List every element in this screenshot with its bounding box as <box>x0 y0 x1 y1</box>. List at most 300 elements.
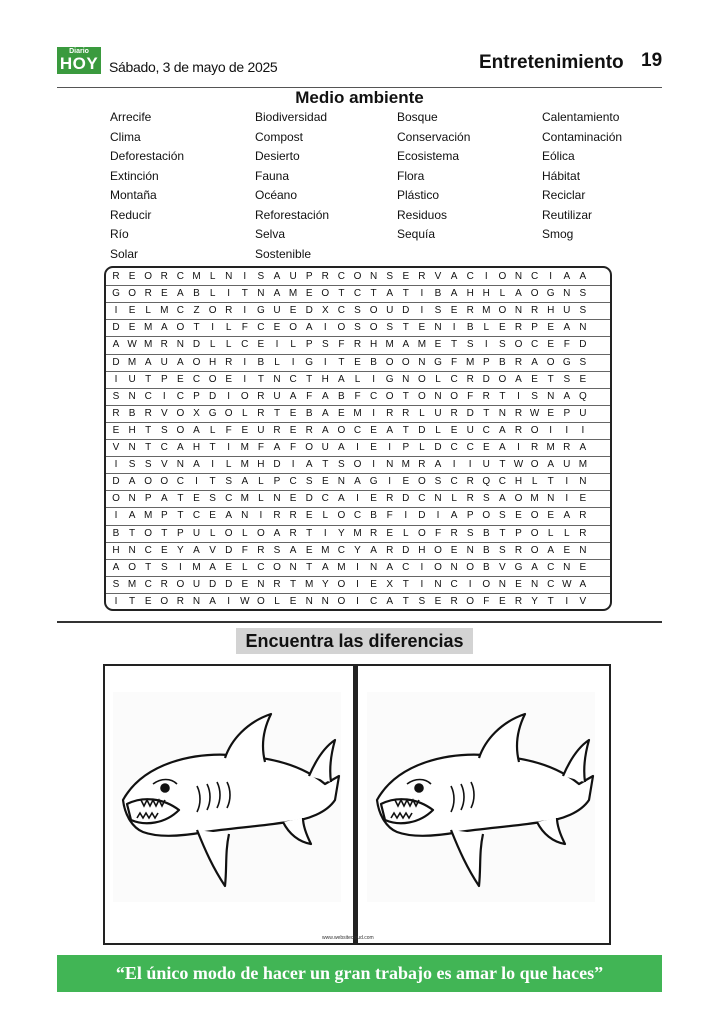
grid-letter: A <box>193 424 200 436</box>
grid-letter: O <box>369 305 378 317</box>
grid-letter: E <box>273 322 281 334</box>
grid-letter: I <box>372 407 375 419</box>
grid-letter: T <box>129 527 136 539</box>
word-item: Deforestación <box>110 149 185 163</box>
grid-letter: O <box>530 459 539 471</box>
grid-letter: H <box>321 373 329 385</box>
grid-letter: T <box>402 578 409 590</box>
grid-letter: I <box>565 595 569 607</box>
grid-letter: O <box>321 288 330 300</box>
grid-letter: I <box>549 424 553 436</box>
grid-letter: T <box>145 424 152 436</box>
grid-row-line <box>106 285 610 286</box>
grid-letter: E <box>450 305 458 317</box>
grid-letter: I <box>243 356 247 368</box>
grid-letter: E <box>241 424 249 436</box>
grid-letter: I <box>227 595 231 607</box>
grid-letter: E <box>515 510 522 522</box>
grid-letter: G <box>546 288 555 300</box>
grid-letter: A <box>547 459 555 471</box>
grid-letter: T <box>129 595 136 607</box>
grid-letter: E <box>338 407 345 419</box>
grid-letter: P <box>160 373 168 385</box>
grid-letter: T <box>177 493 184 505</box>
grid-letter: U <box>563 305 571 317</box>
grid-letter: R <box>450 527 458 539</box>
grid-letter: U <box>128 373 136 385</box>
grid-letter: N <box>369 561 378 573</box>
grid-letter: T <box>322 459 329 471</box>
grid-letter: N <box>579 476 587 488</box>
grid-letter: I <box>195 476 198 488</box>
grid-row-line <box>106 576 610 577</box>
grid-letter: E <box>579 373 587 385</box>
grid-letter: I <box>114 459 118 471</box>
grid-letter: B <box>257 356 265 368</box>
grid-letter: T <box>177 510 184 522</box>
grid-letter: C <box>337 271 345 282</box>
grid-letter: R <box>176 595 184 607</box>
grid-letter: G <box>305 356 314 368</box>
grid-letter: S <box>305 476 313 488</box>
grid-letter: I <box>323 527 327 539</box>
grid-letter: T <box>209 442 216 453</box>
grid-letter: C <box>176 476 184 488</box>
grid-letter: R <box>514 322 523 334</box>
grid-letter: A <box>579 442 587 453</box>
grid-letter: F <box>225 424 232 436</box>
grid-letter: N <box>128 493 136 505</box>
grid-letter: R <box>257 407 265 419</box>
grid-letter: T <box>306 527 313 539</box>
grid-letter: H <box>208 356 217 368</box>
word-item: Ecosistema <box>397 149 460 163</box>
grid-letter: B <box>128 407 136 419</box>
grid-letter: A <box>515 288 522 300</box>
grid-letter: F <box>467 390 474 402</box>
word-item: Flora <box>397 168 425 183</box>
grid-letter: T <box>402 322 409 334</box>
grid-letter: I <box>452 459 456 471</box>
grid-letter: U <box>466 424 474 436</box>
grid-letter: M <box>321 544 330 556</box>
grid-letter: R <box>530 442 539 453</box>
grid-letter: I <box>323 322 327 334</box>
grid-letter: E <box>289 595 297 607</box>
grid-letter: A <box>386 595 394 607</box>
grid-letter: B <box>482 561 490 573</box>
grid-letter: S <box>579 305 587 317</box>
grid-letter: I <box>420 561 424 573</box>
grid-letter: N <box>273 373 281 385</box>
grid-letter: A <box>305 459 313 471</box>
newspaper-logo <box>57 47 101 74</box>
grid-letter: O <box>546 356 555 368</box>
grid-letter: R <box>273 424 281 436</box>
grid-letter: D <box>482 373 490 385</box>
grid-letter: E <box>305 288 313 300</box>
grid-letter: N <box>128 442 136 453</box>
grid-letter: W <box>529 407 540 419</box>
grid-letter: O <box>176 407 185 419</box>
grid-letter: E <box>160 544 168 556</box>
grid-letter: L <box>274 595 280 607</box>
grid-letter: U <box>482 459 490 471</box>
grid-letter: N <box>128 544 136 556</box>
grid-letter: L <box>274 356 280 368</box>
grid-letter: E <box>370 578 377 590</box>
grid-letter: S <box>112 578 120 590</box>
grid-letter: A <box>450 510 458 522</box>
grid-letter: N <box>498 407 506 419</box>
grid-letter: N <box>128 390 136 402</box>
grid-letter: T <box>402 595 409 607</box>
grid-letter: A <box>128 510 136 522</box>
grid-letter: H <box>257 459 265 471</box>
quote-banner: “El único modo de hacer un gran trabajo es amar lo que haces” <box>57 955 662 992</box>
grid-letter: F <box>241 322 248 334</box>
grid-letter: R <box>466 305 474 317</box>
grid-letter: C <box>192 373 201 385</box>
word-item: Clima <box>110 129 141 144</box>
grid-letter: C <box>369 595 378 607</box>
grid-letter: R <box>112 271 120 282</box>
grid-letter: A <box>289 390 297 402</box>
grid-letter: A <box>450 271 458 282</box>
grid-letter: M <box>144 339 153 351</box>
grid-letter: E <box>579 561 587 573</box>
grid-letter: M <box>353 407 362 419</box>
grid-letter: L <box>290 339 296 351</box>
grid-letter: E <box>112 424 120 436</box>
grid-letter: O <box>144 271 153 282</box>
grid-letter: R <box>466 373 474 385</box>
grid-letter: E <box>193 493 200 505</box>
grid-letter: B <box>466 322 474 334</box>
grid-letter: M <box>192 561 201 573</box>
word-item: Sequía <box>397 227 436 241</box>
grid-letter: B <box>482 527 490 539</box>
grid-letter: M <box>353 527 362 539</box>
grid-letter: C <box>144 390 152 402</box>
grid-letter: I <box>468 578 472 590</box>
grid-letter: C <box>450 578 458 590</box>
word-item: Reducir <box>110 207 152 222</box>
grid-letter: M <box>160 305 169 317</box>
word-list <box>110 110 650 268</box>
grid-letter: P <box>144 493 152 505</box>
grid-letter: L <box>145 305 151 317</box>
grid-letter: R <box>466 493 474 505</box>
grid-letter: E <box>128 271 136 282</box>
grid-letter: M <box>305 578 314 590</box>
grid-letter: S <box>273 544 281 556</box>
grid-letter: L <box>258 493 264 505</box>
grid-letter: E <box>321 476 329 488</box>
shark-illustration-right <box>367 692 595 902</box>
grid-letter: T <box>306 561 313 573</box>
grid-letter: T <box>161 527 168 539</box>
grid-letter: P <box>177 527 184 539</box>
grid-letter: S <box>434 476 442 488</box>
word-search-title: Medio ambiente <box>295 88 424 107</box>
grid-letter: E <box>225 373 233 385</box>
grid-letter: E <box>305 544 313 556</box>
grid-letter: R <box>579 527 587 539</box>
grid-letter: R <box>353 339 362 351</box>
grid-letter: I <box>388 442 392 453</box>
grid-letter: E <box>547 510 555 522</box>
grid-letter: L <box>499 288 506 300</box>
grid-letter: T <box>241 288 248 300</box>
grid-letter: O <box>434 561 442 573</box>
grid-letter: L <box>242 561 248 573</box>
grid-letter: A <box>128 476 136 488</box>
differences-divider <box>353 664 358 945</box>
grid-letter: N <box>241 510 249 522</box>
grid-letter: A <box>579 578 587 590</box>
grid-letter: L <box>225 459 232 471</box>
grid-letter: S <box>160 424 168 436</box>
grid-letter: M <box>144 510 153 522</box>
grid-letter: A <box>563 510 571 522</box>
grid-letter: D <box>418 424 426 436</box>
grid-letter: I <box>211 322 214 334</box>
grid-letter: U <box>160 356 168 368</box>
grid-letter: D <box>208 390 217 402</box>
grid-letter: L <box>419 407 425 419</box>
grid-letter: Q <box>482 476 491 488</box>
grid-letter: N <box>337 476 345 488</box>
grid-letter: I <box>243 271 247 282</box>
grid-letter: I <box>388 476 392 488</box>
grid-letter: B <box>434 288 442 300</box>
grid-letter: C <box>337 305 345 317</box>
grid-letter: L <box>242 527 248 539</box>
grid-letter: I <box>420 305 424 317</box>
grid-letter: C <box>369 390 378 402</box>
grid-letter: O <box>337 510 346 522</box>
grid-letter: E <box>354 356 361 368</box>
grid-letter: O <box>369 322 378 334</box>
grid-letter: T <box>451 339 458 351</box>
grid-letter: A <box>305 322 313 334</box>
grid-letter: A <box>160 493 168 505</box>
grid-row-line <box>106 593 610 594</box>
grid-letter: M <box>482 305 491 317</box>
grid-letter: L <box>564 527 570 539</box>
grid-letter: F <box>306 390 313 402</box>
grid-letter: L <box>225 322 232 334</box>
grid-letter: P <box>531 322 538 334</box>
grid-letter: P <box>402 442 410 453</box>
grid-letter: N <box>176 459 184 471</box>
grid-letter: R <box>579 510 587 522</box>
grid-letter: F <box>483 595 490 607</box>
grid-letter: R <box>321 271 329 282</box>
grid-letter: S <box>386 271 394 282</box>
grid-letter: C <box>337 544 345 556</box>
grid-letter: H <box>482 288 490 300</box>
grid-letter: O <box>224 407 233 419</box>
grid-row-line <box>106 371 610 372</box>
left-image-panel <box>113 692 341 902</box>
grid-letter: R <box>530 305 539 317</box>
grid-letter: L <box>451 493 457 505</box>
grid-letter: A <box>177 288 184 300</box>
grid-letter: O <box>530 544 539 556</box>
grid-letter: B <box>112 527 120 539</box>
grid-letter: N <box>514 271 523 282</box>
grid-letter: I <box>227 442 231 453</box>
grid-letter: S <box>499 544 506 556</box>
grid-letter: W <box>562 578 572 590</box>
grid-letter: S <box>144 459 152 471</box>
word-item: Montaña <box>110 188 157 202</box>
grid-letter: A <box>209 561 216 573</box>
grid-letter: N <box>418 356 426 368</box>
differences-title: Encuentra las diferencias <box>236 628 473 654</box>
grid-letter: E <box>579 493 587 505</box>
grid-letter: P <box>193 390 200 402</box>
grid-letter: N <box>514 305 523 317</box>
grid-letter: R <box>160 339 168 351</box>
grid-letter: L <box>258 476 264 488</box>
grid-letter: B <box>370 356 377 368</box>
grid-letter: H <box>514 476 523 488</box>
grid-letter: M <box>401 459 410 471</box>
grid-letter: O <box>257 527 265 539</box>
grid-letter: S <box>499 510 506 522</box>
grid-letter: B <box>305 407 313 419</box>
grid-letter: M <box>192 271 201 282</box>
grid-letter: N <box>579 544 587 556</box>
grid-letter: T <box>547 595 554 607</box>
grid-letter: S <box>209 493 216 505</box>
word-item: Eólica <box>542 149 575 163</box>
grid-letter: S <box>466 527 474 539</box>
grid-letter: S <box>482 493 490 505</box>
grid-letter: N <box>192 595 201 607</box>
grid-letter: G <box>514 561 523 573</box>
grid-letter: O <box>482 578 491 590</box>
grid-letter: E <box>370 493 377 505</box>
grid-letter: C <box>450 476 458 488</box>
grid-letter: A <box>321 407 329 419</box>
grid-letter: E <box>128 322 136 334</box>
grid-letter: C <box>192 510 201 522</box>
grid-letter: N <box>369 271 378 282</box>
grid-letter: R <box>144 407 152 419</box>
grid-letter: M <box>127 578 137 590</box>
grid-letter: I <box>517 390 520 402</box>
grid-letter: N <box>579 322 587 334</box>
grid-letter: Y <box>338 527 345 539</box>
grid-letter: T <box>370 288 377 300</box>
grid-letter: A <box>338 442 345 453</box>
grid-letter: R <box>289 527 297 539</box>
grid-letter: D <box>402 305 410 317</box>
grid-letter: P <box>305 271 313 282</box>
grid-letter: I <box>356 493 359 505</box>
grid-letter: O <box>128 561 136 573</box>
grid-letter: C <box>257 561 265 573</box>
grid-letter: M <box>530 493 539 505</box>
grid-letter: E <box>499 322 506 334</box>
grid-letter: O <box>450 390 458 402</box>
grid-letter: E <box>434 595 442 607</box>
right-image-panel <box>367 692 595 902</box>
grid-letter: A <box>563 390 571 402</box>
grid-letter: R <box>273 510 281 522</box>
grid-letter: I <box>549 271 553 282</box>
grid-letter: S <box>338 459 345 471</box>
grid-letter: N <box>402 373 410 385</box>
grid-letter: A <box>499 424 506 436</box>
grid-letter: R <box>273 578 281 590</box>
grid-letter: A <box>273 288 281 300</box>
grid-letter: O <box>514 339 523 351</box>
word-item: Reciclar <box>542 188 586 202</box>
grid-letter: E <box>225 561 233 573</box>
grid-letter: U <box>273 305 281 317</box>
grid-letter: M <box>240 459 249 471</box>
grid-letter: O <box>385 390 394 402</box>
grid-letter: E <box>257 339 265 351</box>
grid-letter: D <box>305 305 313 317</box>
grid-letter: A <box>450 288 458 300</box>
grid-letter: A <box>563 322 571 334</box>
grid-letter: E <box>547 322 555 334</box>
grid-letter: H <box>466 288 474 300</box>
grid-letter: O <box>466 595 475 607</box>
shark-illustration-left <box>113 692 341 902</box>
grid-letter: O <box>434 544 442 556</box>
grid-letter: I <box>565 493 569 505</box>
grid-letter: G <box>434 356 442 368</box>
grid-letter: H <box>192 442 201 453</box>
grid-letter: E <box>450 424 458 436</box>
word-item: Smog <box>542 227 574 241</box>
grid-letter: T <box>193 322 200 334</box>
grid-letter: I <box>372 373 375 385</box>
grid-letter: S <box>563 373 571 385</box>
grid-letter: R <box>482 390 490 402</box>
grid-letter: R <box>225 356 233 368</box>
grid-letter: S <box>225 476 233 488</box>
grid-letter: A <box>321 424 329 436</box>
grid-letter: G <box>112 288 120 300</box>
grid-letter: V <box>209 544 216 556</box>
grid-letter: V <box>160 407 168 419</box>
grid-letter: R <box>257 390 265 402</box>
grid-letter: F <box>386 510 393 522</box>
grid-letter: G <box>369 476 378 488</box>
grid-letter: D <box>305 493 313 505</box>
grid-letter: C <box>498 476 506 488</box>
grid-letter: P <box>482 356 490 368</box>
grid-letter: H <box>418 544 426 556</box>
grid-letter: A <box>354 476 361 488</box>
grid-letter: C <box>176 390 184 402</box>
grid-letter: L <box>209 271 216 282</box>
grid-letter: H <box>369 339 378 351</box>
grid-letter: U <box>289 271 297 282</box>
grid-letter: L <box>225 339 232 351</box>
grid-letter: A <box>499 442 506 453</box>
grid-letter: E <box>305 510 313 522</box>
grid-letter: I <box>227 390 231 402</box>
